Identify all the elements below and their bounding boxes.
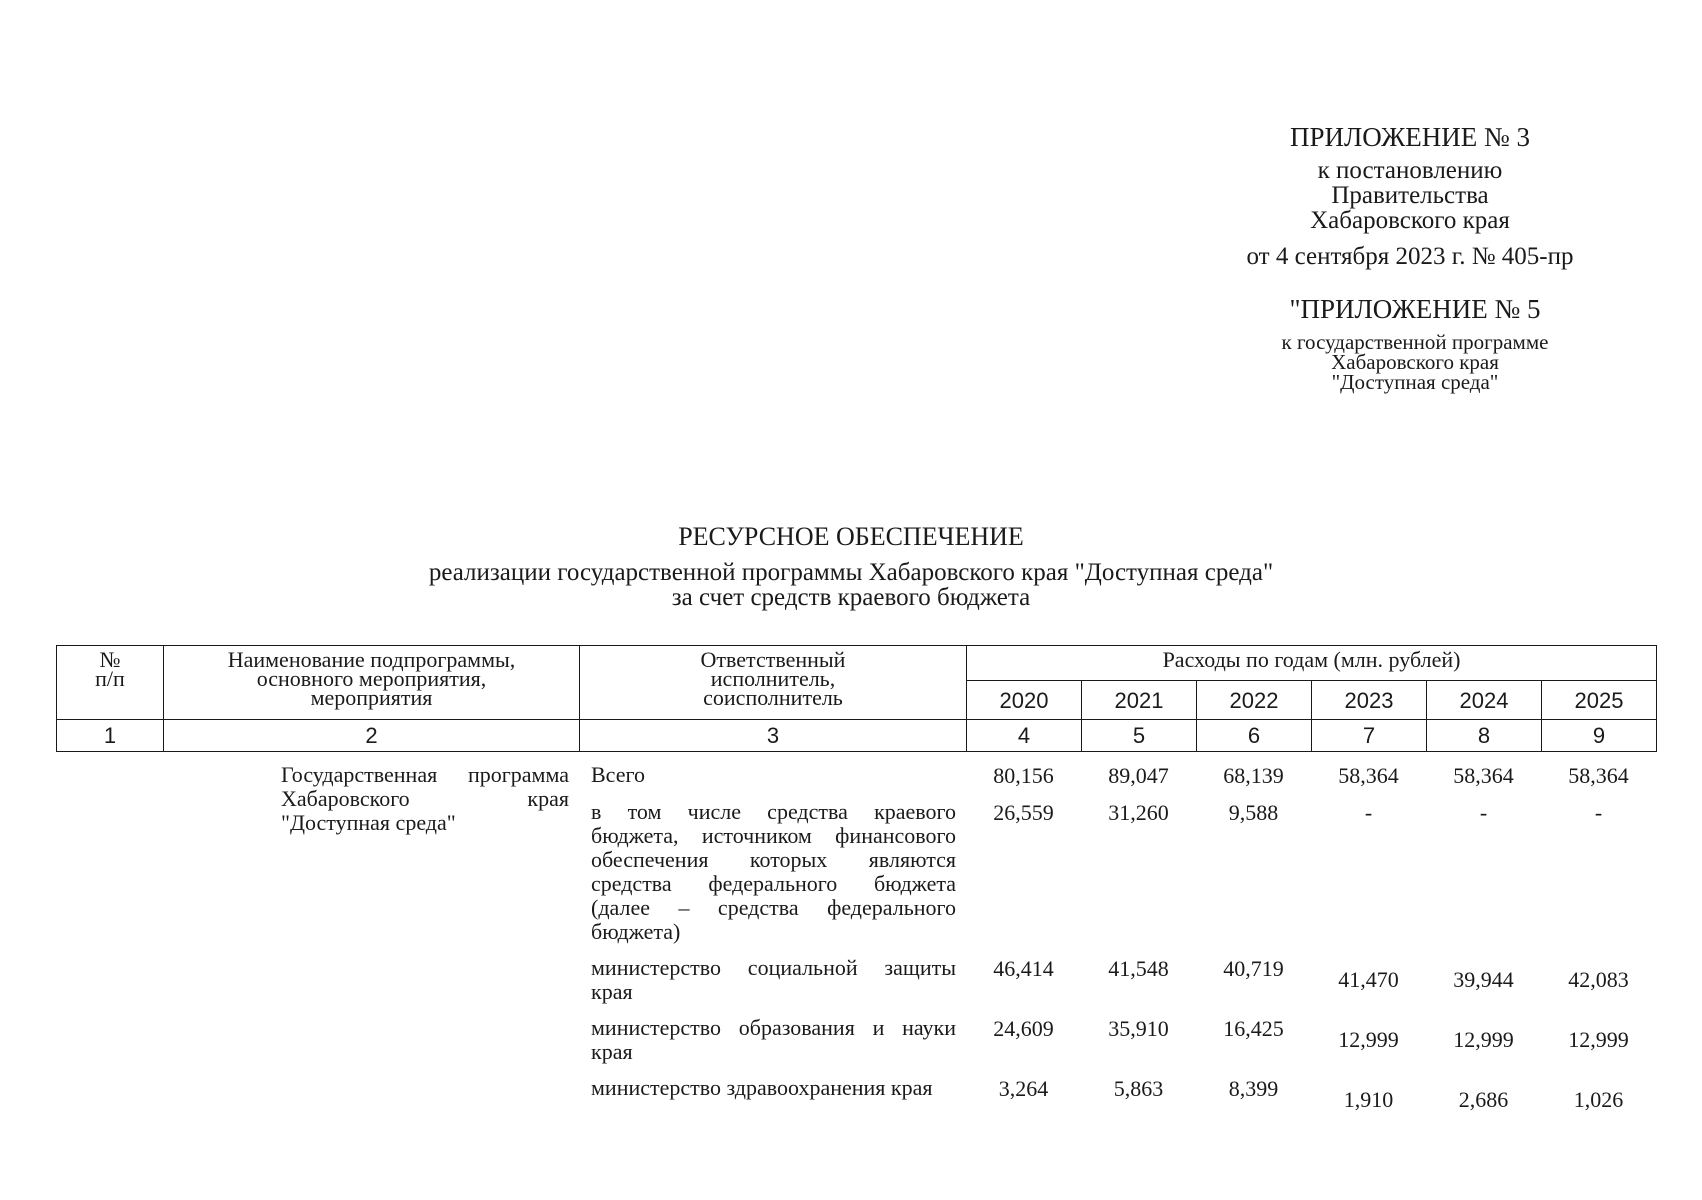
value-cell: 12,999: [1338, 1027, 1399, 1052]
value-cell: 12,999: [1568, 1027, 1629, 1052]
value-cell: 42,083: [1568, 967, 1629, 992]
column-number: 9: [1542, 720, 1657, 752]
executor-cell: министерство социальной защиты края: [591, 955, 956, 1004]
value-cell: 40,719: [1223, 956, 1284, 981]
document-title-main: РЕСУРСНОЕ ОБЕСПЕЧЕНИЕ: [678, 522, 1024, 551]
value-cell: 31,260: [1108, 800, 1169, 825]
column-number: 3: [580, 720, 967, 752]
appendix-date: от 4 сентября 2023 г. № 405-пр: [1246, 243, 1574, 270]
value-cell: 24,609: [993, 1016, 1054, 1041]
value-cell: 46,414: [993, 956, 1054, 981]
column-number: 2: [164, 720, 580, 752]
appendix-title: ПРИЛОЖЕНИЕ № 3: [1289, 122, 1531, 152]
appendix-to-line: к постановлению: [1317, 157, 1503, 184]
column-number: 6: [1197, 720, 1312, 752]
value-cell: 41,548: [1108, 956, 1169, 981]
value-cell: 1,026: [1573, 1087, 1624, 1112]
header-num: № п/п: [57, 646, 164, 720]
value-cell: -: [1479, 800, 1488, 825]
header-year: 2025: [1542, 681, 1657, 720]
header-year: 2020: [967, 681, 1082, 720]
header-year: 2022: [1197, 681, 1312, 720]
value-cell: 80,156: [993, 763, 1054, 788]
value-cell: 2,686: [1458, 1087, 1509, 1112]
value-cell: 3,264: [998, 1076, 1049, 1101]
value-cell: 12,999: [1453, 1027, 1514, 1052]
value-cell: -: [1364, 800, 1373, 825]
value-cell: 16,425: [1223, 1016, 1284, 1041]
header-executor: Ответственный исполнитель, соисполнитель: [580, 646, 967, 720]
header-year: 2024: [1427, 681, 1542, 720]
value-cell: 9,588: [1228, 800, 1279, 825]
value-cell: 58,364: [1338, 763, 1399, 788]
executor-cell: Всего: [591, 762, 645, 787]
column-number: 8: [1427, 720, 1542, 752]
program-name: Государственная программа Хабаровского края "Доступная среда": [281, 762, 569, 835]
column-number: 7: [1312, 720, 1427, 752]
executor-cell: в том числе средства краевого бюджета, источником финансового обеспечения которых являются средства федерального бюджета (далее – средства федерального бюджета): [591, 799, 956, 944]
header-year: 2023: [1312, 681, 1427, 720]
program-appendix-title: "ПРИЛОЖЕНИЕ № 5: [1289, 294, 1541, 324]
program-appendix-line: "Доступная среда": [1331, 370, 1499, 394]
document-title-sub: за счет средств краевого бюджета: [671, 584, 1031, 611]
value-cell: -: [1594, 800, 1603, 825]
table-row: [56, 763, 1656, 800]
value-cell: 89,047: [1108, 763, 1169, 788]
column-number: 5: [1082, 720, 1197, 752]
column-number: 1: [57, 720, 164, 752]
row-number: [56, 763, 163, 1112]
column-number: 4: [967, 720, 1082, 752]
value-cell: 58,364: [1568, 763, 1629, 788]
table-body: [56, 763, 1656, 1112]
program-appendix-header: [1210, 294, 1620, 392]
value-cell: 8,399: [1228, 1076, 1279, 1101]
header-name: Наименование подпрограммы, основного мероприятия, мероприятия: [164, 646, 580, 720]
document-title-sub: реализации государственной программы Хабаровского края "Доступная среда": [428, 559, 1274, 586]
value-cell: 35,910: [1108, 1016, 1169, 1041]
value-cell: 26,559: [993, 800, 1054, 825]
executor-cell: министерство образования и науки края: [591, 1015, 956, 1064]
appendix-to-line: Хабаровского края: [1310, 207, 1510, 234]
value-cell: 5,863: [1113, 1076, 1164, 1101]
table-header: [56, 645, 1657, 752]
value-cell: 41,470: [1338, 967, 1399, 992]
value-cell: 68,139: [1223, 763, 1284, 788]
value-cell: 58,364: [1453, 763, 1514, 788]
header-expenses: Расходы по годам (млн. рублей): [967, 646, 1657, 681]
appendix-header: [1180, 122, 1640, 271]
appendix-to-line: Правительства: [1331, 182, 1489, 209]
program-appendix-line: к государственной программе: [1281, 330, 1549, 354]
header-year: 2021: [1082, 681, 1197, 720]
document-title: [0, 522, 1702, 610]
program-appendix-line: Хабаровского края: [1331, 350, 1499, 374]
value-cell: 39,944: [1453, 967, 1514, 992]
value-cell: 1,910: [1343, 1087, 1394, 1112]
executor-cell: министерство здравоохранения края: [591, 1075, 933, 1100]
